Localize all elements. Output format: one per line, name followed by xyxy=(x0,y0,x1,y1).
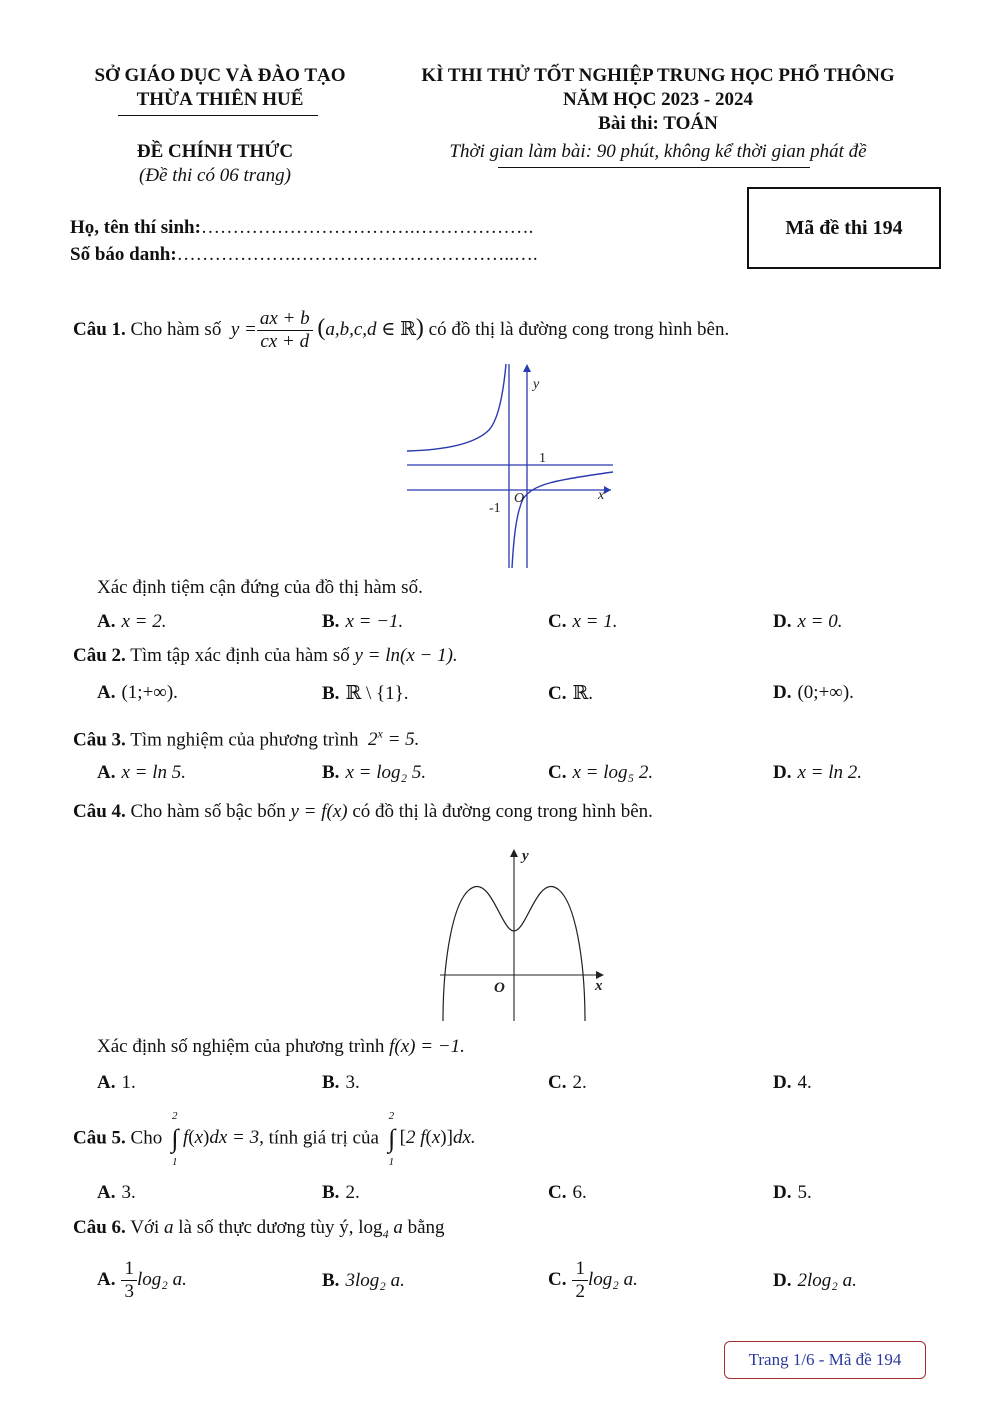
curve-left-branch xyxy=(407,364,506,451)
question-4-prompt: Xác định số nghiệm của phương trình f(x) = −1. xyxy=(97,1036,465,1057)
tick-label-1: 1 xyxy=(539,451,546,466)
department-name xyxy=(60,64,380,112)
name-dots: …………………………….………………. xyxy=(200,217,534,238)
option-a[interactable]: A. (1;+∞). xyxy=(97,682,178,703)
question-6 xyxy=(73,1217,445,1242)
question-text: có đồ thị là đường cong trong hình bên. xyxy=(428,318,730,340)
formula-function: y = f(x) xyxy=(290,801,348,822)
option-a[interactable]: A. 1. xyxy=(97,1072,136,1093)
question-number: Câu 6. xyxy=(73,1217,126,1238)
question-number: Câu 1. xyxy=(73,318,126,340)
question-text: tính giá trị của xyxy=(268,1127,379,1149)
option-a[interactable]: A. x = 2. xyxy=(97,611,167,632)
formula-integral-given: ∫ 2 1 f(x)dx = 3, xyxy=(171,1110,264,1168)
option-d[interactable]: D. (0;+∞). xyxy=(773,682,854,703)
id-label: Số báo danh: xyxy=(70,244,177,265)
exam-line-2: NĂM HỌC 2023 - 2024 xyxy=(563,89,753,110)
exam-line-1: KÌ THI THỬ TỐT NGHIỆP TRUNG HỌC PHỔ THÔNG xyxy=(421,65,895,86)
y-label: y xyxy=(522,848,529,864)
quartic-graph xyxy=(440,845,610,1023)
hyperbola-graph xyxy=(405,362,617,570)
question-number: Câu 4. xyxy=(73,801,126,822)
question-number: Câu 5. xyxy=(73,1127,126,1149)
variable-a: a xyxy=(164,1217,174,1238)
tick-label-neg1: -1 xyxy=(489,501,501,516)
question-number: Câu 3. xyxy=(73,729,126,751)
question-5 xyxy=(73,1110,476,1168)
option-c[interactable]: C. 6. xyxy=(548,1182,587,1203)
exam-code-box: Mã đề thi 194 xyxy=(747,187,941,269)
question-text: Cho xyxy=(130,1127,163,1149)
question-text: Cho hàm số bậc bốn xyxy=(130,801,286,822)
x-axis-arrow-icon xyxy=(604,486,611,494)
question-1-prompt: Xác định tiệm cận đứng của đồ thị hàm số. xyxy=(97,577,423,598)
question-text: Với xyxy=(130,1217,160,1238)
question-text: có đồ thị là đường cong trong hình bên. xyxy=(352,801,653,822)
official-label: ĐỀ CHÍNH THỨC xyxy=(136,141,294,162)
option-c[interactable]: C. x = log₅ 2. xyxy=(548,762,654,783)
option-c[interactable]: C. 2. xyxy=(548,1072,587,1093)
question-4 xyxy=(73,801,653,823)
option-d[interactable]: D. x = ln 2. xyxy=(773,762,863,783)
y-label: y xyxy=(533,377,540,392)
option-a[interactable]: A. x = ln 5. xyxy=(97,762,187,783)
question-3 xyxy=(73,727,419,751)
origin-label: O xyxy=(514,491,525,506)
question-text: Tìm nghiệm của phương trình xyxy=(130,729,359,751)
option-b[interactable]: B. 3. xyxy=(322,1072,360,1093)
pages-note: (Đề thi có 06 trang) xyxy=(139,165,291,186)
option-b[interactable]: B. ℝ \ {1}. xyxy=(322,683,409,704)
time-note: Thời gian làm bài: 90 phút, không kể thời gian phát đề xyxy=(449,141,867,162)
exam-title xyxy=(378,64,938,136)
x-label: x xyxy=(598,488,605,503)
origin-label: O xyxy=(494,980,505,996)
formula-integral-asked: ∫ 2 1 [2 f(x)]dx. xyxy=(388,1110,476,1168)
candidate-id-row xyxy=(70,244,538,266)
page-footer: Trang 1/6 - Mã đề 194 xyxy=(724,1341,926,1379)
question-text: bằng xyxy=(407,1217,445,1238)
time-underline xyxy=(498,167,810,168)
option-a[interactable]: A. 3. xyxy=(97,1182,136,1203)
option-a[interactable]: A. $\frac{1}{3}$ log₂ a. xyxy=(97,1258,187,1302)
option-b[interactable]: B. x = log₂ 5. xyxy=(322,762,427,783)
formula-exponential: $2^x = 5$. xyxy=(363,727,420,751)
formula-ln: y = ln(x − 1). xyxy=(354,645,458,666)
option-d[interactable]: D. 5. xyxy=(773,1182,812,1203)
id-dots: ……………….……………………………..…. xyxy=(176,244,538,265)
option-c[interactable]: C. $\frac{1}{2}$ log₂ a. xyxy=(548,1258,638,1302)
x-label: x xyxy=(595,978,603,994)
question-2 xyxy=(73,645,458,667)
option-d[interactable]: D. 2log₂ a. xyxy=(773,1270,857,1291)
subject-line: Bài thi: TOÁN xyxy=(598,113,718,134)
name-label: Họ, tên thí sinh: xyxy=(70,217,201,238)
option-b[interactable]: B. 3log₂ a. xyxy=(322,1270,405,1291)
formula-log4: $\log_4 a$ xyxy=(358,1217,403,1241)
option-c[interactable]: C. x = 1. xyxy=(548,611,618,632)
dept-underline xyxy=(118,115,318,116)
dept-line-2: THỪA THIÊN HUẾ xyxy=(136,89,304,110)
option-c[interactable]: C. ℝ. xyxy=(548,683,594,704)
dept-line-1: SỞ GIÁO DỤC VÀ ĐÀO TẠO xyxy=(94,65,346,86)
candidate-name-row xyxy=(70,217,533,239)
y-axis-arrow-icon xyxy=(523,364,531,372)
question-1 xyxy=(73,308,729,353)
formula-rational: y = $\frac{ax + b}{cx + d}$ (a,b,c,d ∈ ℝ) xyxy=(226,308,424,352)
option-d[interactable]: D. x = 0. xyxy=(773,611,843,632)
option-b[interactable]: B. 2. xyxy=(322,1182,360,1203)
question-number: Câu 2. xyxy=(73,645,126,666)
question-text: Cho hàm số xyxy=(130,318,222,340)
y-axis-arrow-icon xyxy=(510,849,518,857)
question-text: Tìm tập xác định của hàm số xyxy=(130,645,350,666)
option-d[interactable]: D. 4. xyxy=(773,1072,812,1093)
question-text: là số thực dương tùy ý, xyxy=(178,1217,354,1238)
option-b[interactable]: B. x = −1. xyxy=(322,611,404,632)
